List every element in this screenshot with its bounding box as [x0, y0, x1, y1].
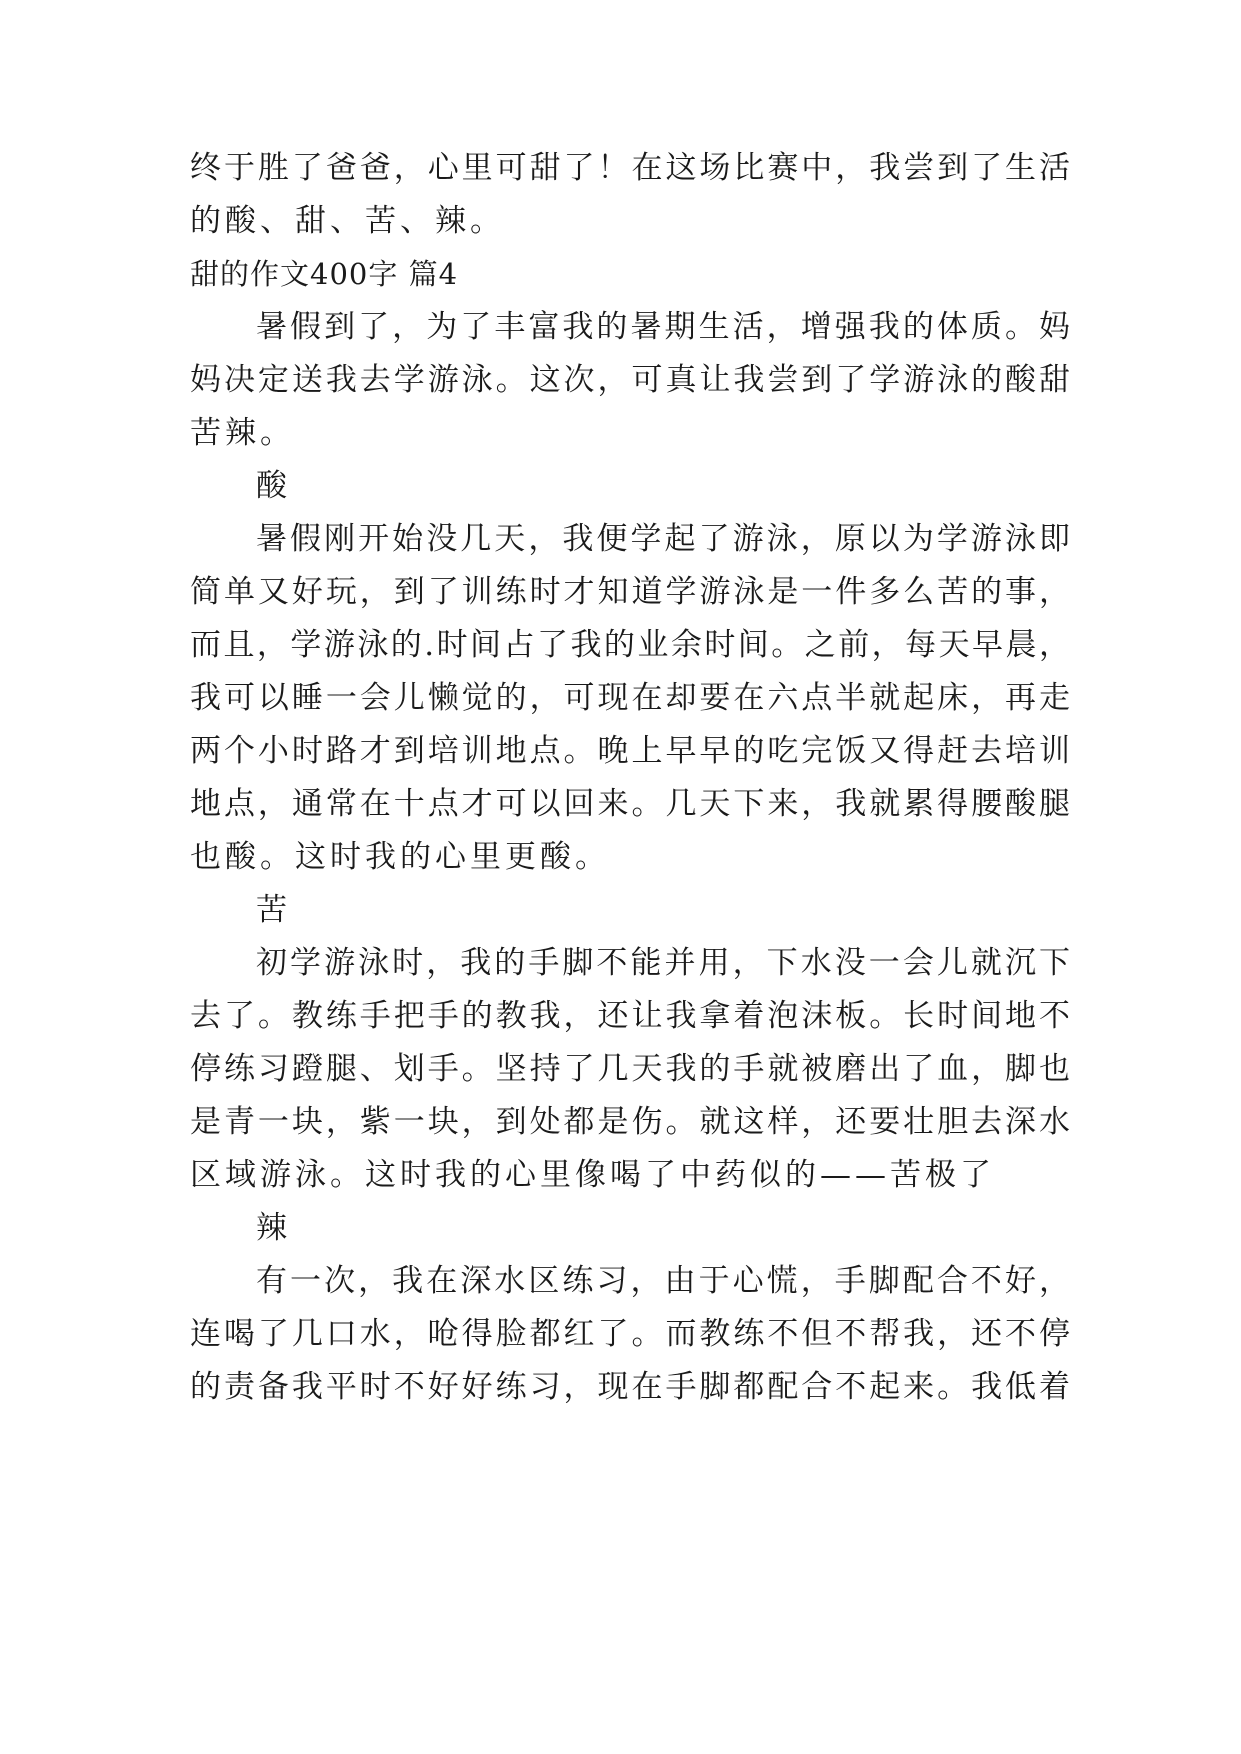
text-line: 连喝了几口水，呛得脸都红了。而教练不但不帮我，还不停: [190, 1316, 1070, 1352]
subheading-bitter: 苦: [256, 892, 287, 928]
text-line: 去了。教练手把手的教我，还让我拿着泡沫板。长时间地不: [190, 998, 1070, 1034]
text-line: 的责备我平时不好好练习，现在手脚都配合不起来。我低着: [190, 1369, 1070, 1405]
text-line: 有一次，我在深水区练习，由于心慌，手脚配合不好，: [256, 1263, 1070, 1299]
text-line: 区域游泳。这时我的心里像喝了中药似的——苦极了: [190, 1157, 995, 1193]
section-heading: 甜的作文400字 篇4: [190, 257, 459, 291]
text-line: 而且，学游泳的.时间占了我的业余时间。之前，每天早晨，: [190, 627, 1070, 663]
text-line: 停练习蹬腿、划手。坚持了几天我的手就被磨出了血，脚也: [190, 1051, 1070, 1087]
subheading-sour: 酸: [256, 468, 287, 504]
text-line: 我可以睡一会儿懒觉的，可现在却要在六点半就起床，再走: [190, 680, 1070, 716]
text-line: 终于胜了爸爸，心里可甜了！在这场比赛中，我尝到了生活: [190, 150, 1070, 186]
text-line: 地点，通常在十点才可以回来。几天下来，我就累得腰酸腿: [190, 786, 1070, 822]
subheading-spicy: 辣: [256, 1210, 287, 1246]
text-line: 妈决定送我去学游泳。这次，可真让我尝到了学游泳的酸甜: [190, 362, 1070, 398]
text-line: 也酸。这时我的心里更酸。: [190, 839, 610, 875]
text-line: 简单又好玩，到了训练时才知道学游泳是一件多么苦的事，: [190, 574, 1070, 610]
text-line: 苦辣。: [190, 415, 295, 451]
text-line: 初学游泳时，我的手脚不能并用，下水没一会儿就沉下: [256, 945, 1070, 981]
text-line: 两个小时路才到培训地点。晚上早早的吃完饭又得赶去培训: [190, 733, 1070, 769]
text-line: 暑假到了，为了丰富我的暑期生活，增强我的体质。妈: [256, 309, 1070, 345]
text-line: 是青一块，紫一块，到处都是伤。就这样，还要壮胆去深水: [190, 1104, 1070, 1140]
text-line: 暑假刚开始没几天，我便学起了游泳，原以为学游泳即: [256, 521, 1070, 557]
text-line: 的酸、甜、苦、辣。: [190, 203, 505, 239]
